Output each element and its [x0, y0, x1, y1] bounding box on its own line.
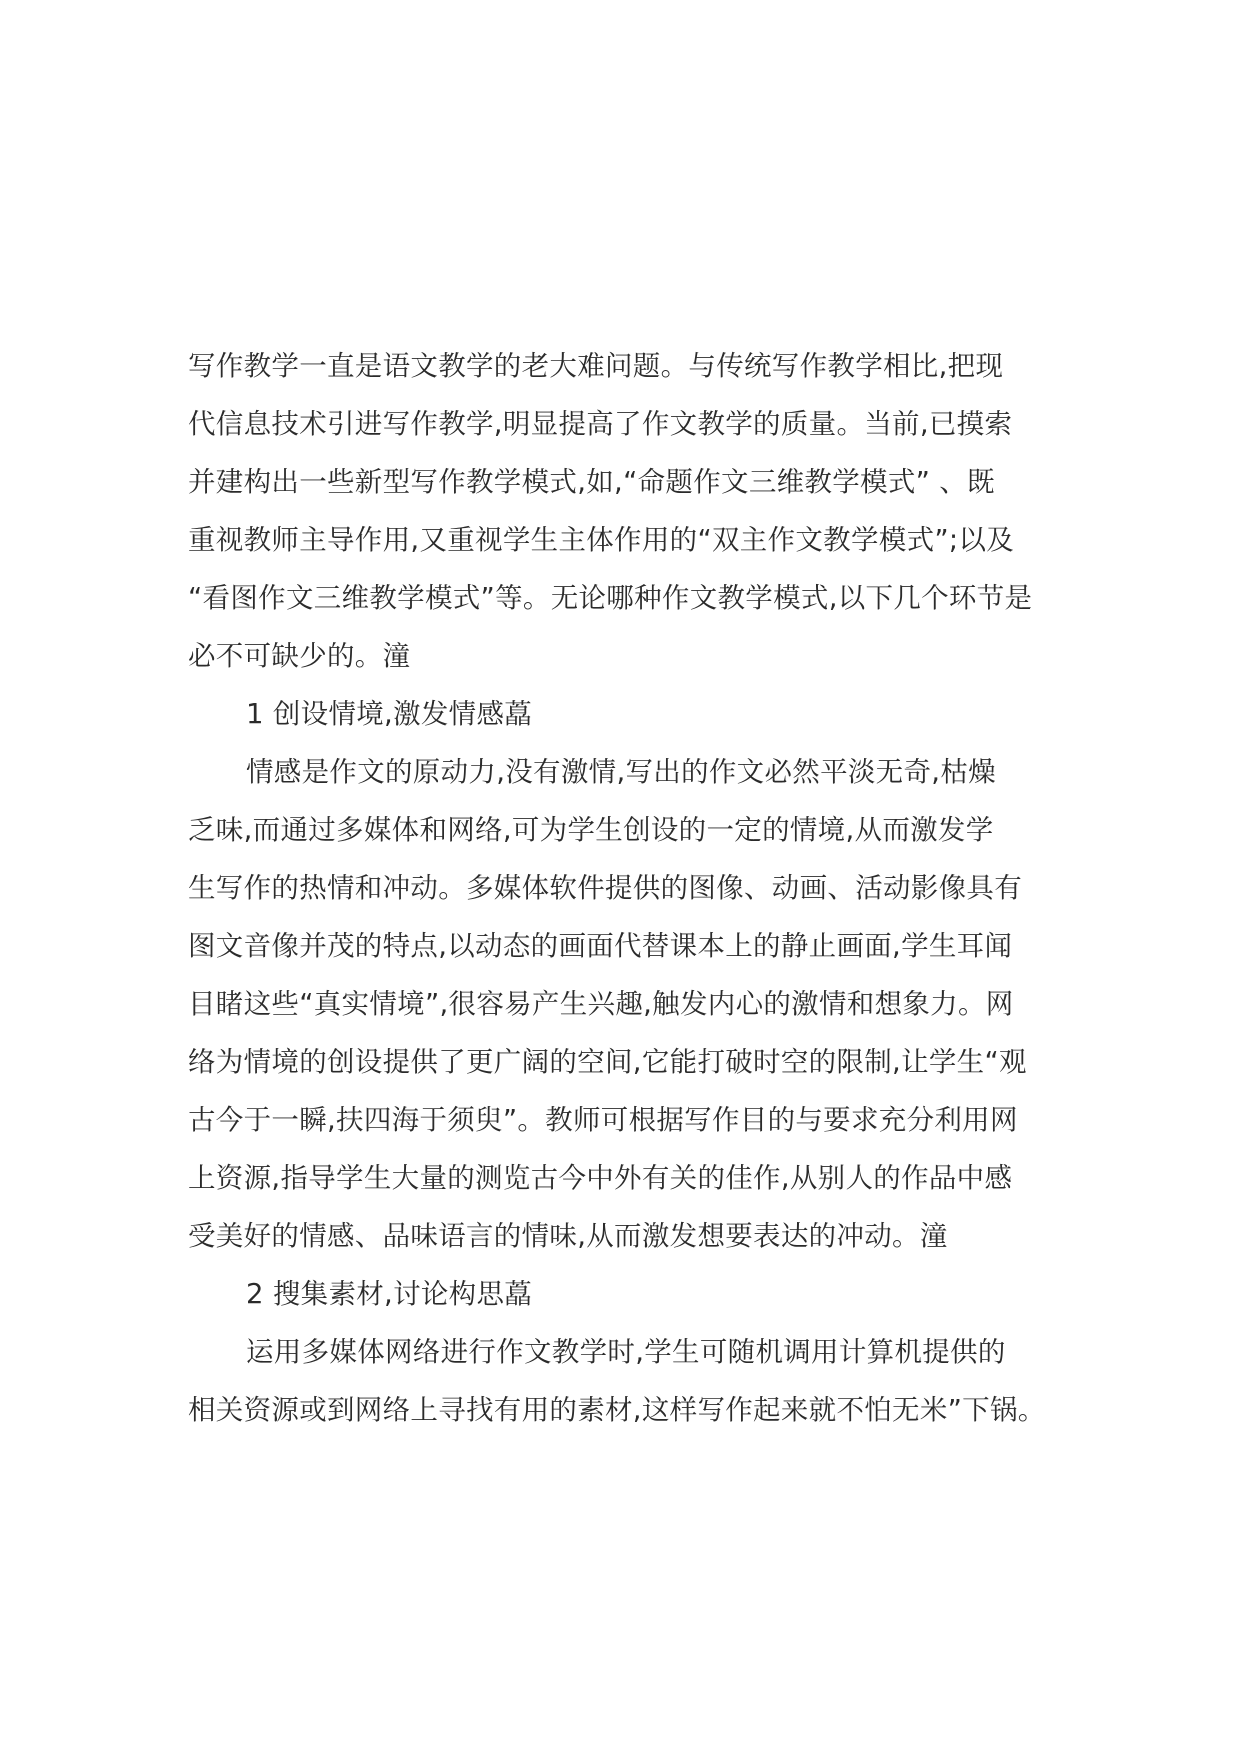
paragraph-line: 乏味,而通过多媒体和网络,可为学生创设的一定的情境,从而激发学: [188, 814, 994, 846]
paragraph-line: 代信息技术引进写作教学,明显提高了作文教学的质量。当前,已摸索: [188, 408, 1013, 440]
paragraph-line: 并建构出一些新型写作教学模式,如,“命题作文三维教学模式” 、既: [188, 466, 995, 498]
paragraph-line: 重视教师主导作用,又重视学生主体作用的“双主作文教学模式”;以及: [188, 524, 1015, 556]
paragraph-line: “看图作文三维教学模式”等。无论哪种作文教学模式,以下几个环节是: [188, 582, 1033, 614]
paragraph-line: 古今于一瞬,扶四海于须臾”。教师可根据写作目的与要求充分利用网: [188, 1104, 1018, 1136]
section-heading: 2 搜集素材,讨论构思藠: [246, 1278, 533, 1310]
paragraph-line: 目睹这些“真实情境”,很容易产生兴趣,触发内心的激情和想象力。网: [188, 988, 1014, 1020]
paragraph-line: 生写作的热情和冲动。多媒体软件提供的图像、动画、活动影像具有: [188, 872, 1022, 904]
paragraph-line: 相关资源或到网络上寻找有用的素材,这样写作起来就不怕无米”下锅。: [188, 1394, 1046, 1426]
paragraph-line: 必不可缺少的。潼: [188, 640, 411, 672]
paragraph-line: 图文音像并茂的特点,以动态的画面代替课本上的静止画面,学生耳闻: [188, 930, 1013, 962]
paragraph-line: 受美好的情感、品味语言的情味,从而激发想要表达的冲动。潼: [188, 1220, 948, 1252]
paragraph-line: 运用多媒体网络进行作文教学时,学生可随机调用计算机提供的: [246, 1336, 1006, 1368]
paragraph-line: 写作教学一直是语文教学的老大难问题。与传统写作教学相比,把现: [188, 350, 1004, 382]
paragraph-line: 上资源,指导学生大量的测览古今中外有关的佳作,从别人的作品中感: [188, 1162, 1013, 1194]
paragraph-line: 情感是作文的原动力,没有激情,写出的作文必然平淡无奇,枯燥: [246, 756, 996, 788]
section-heading: 1 创设情境,激发情感藠: [246, 698, 533, 730]
paragraph-line: 络为情境的创设提供了更广阔的空间,它能打破时空的限制,让学生“观: [188, 1046, 1027, 1078]
